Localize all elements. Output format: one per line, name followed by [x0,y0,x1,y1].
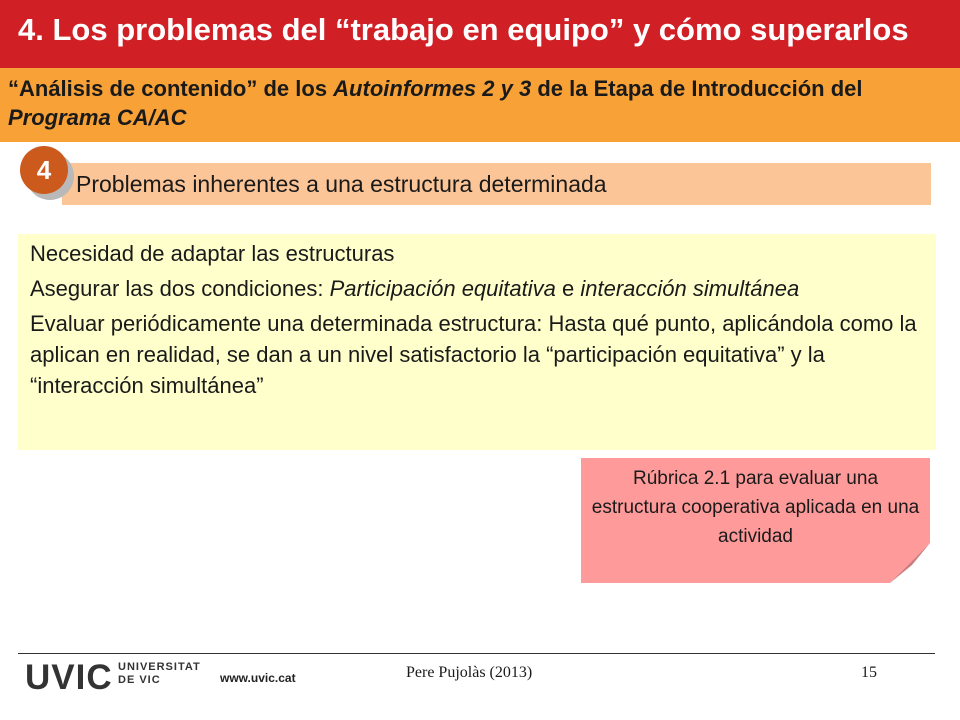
subtitle-part-4: Programa CA/AC [8,105,187,130]
content-item-2-part-4: interacción simultánea [580,276,800,301]
university-name [118,661,201,687]
subtitle-part-1: “Análisis de contenido” de los [8,76,334,101]
section-heading-bar [62,163,931,205]
content-item-3: Evaluar periódicamente una determinada estructura: Hasta qué punto, aplicándola como la aplican en realidad, se dan a un nivel satisfactorio la “participación equitativa” y la “interacción simultánea” [30,311,917,398]
rubric-note-text: Rúbrica 2.1 para evaluar una estructura cooperativa aplicada en una actividad [591,468,920,547]
title-bar [0,0,960,68]
author-credit: Pere Pujolàs (2013) [406,664,533,681]
content-item-1: Necesidad de adaptar las estructuras [30,241,395,266]
slide-subtitle [8,74,948,132]
section-heading: Problemas inherentes a una estructura determinada [76,171,607,197]
content-item-2 [30,273,920,304]
rubric-note [581,458,930,583]
content-item-2-part-3: e [555,276,581,301]
site-url: www.uvic.cat [220,671,296,685]
university-name-line-2: DE VIC [118,674,161,686]
content-box [18,234,936,450]
subtitle-bar [0,68,960,142]
content-list [30,238,920,405]
subtitle-part-3: de la Etapa de Introducción del [531,76,863,101]
note-page-curl [890,543,932,585]
slide-title: 4. Los problemas del “trabajo en equipo” y cómo superarlos [18,12,909,47]
subtitle-part-2: Autoinformes 2 y 3 [333,76,532,101]
content-item-2-part-1: Asegurar las dos condiciones: [30,276,330,301]
footer-divider [18,653,935,654]
uvic-logo: UVIC [25,658,113,697]
section-number-badge: 4 [20,146,68,194]
page-number: 15 [861,664,877,681]
content-item-2-part-2: Participación equitativa [329,276,556,301]
university-name-line-1: UNIVERSITAT [118,661,201,673]
